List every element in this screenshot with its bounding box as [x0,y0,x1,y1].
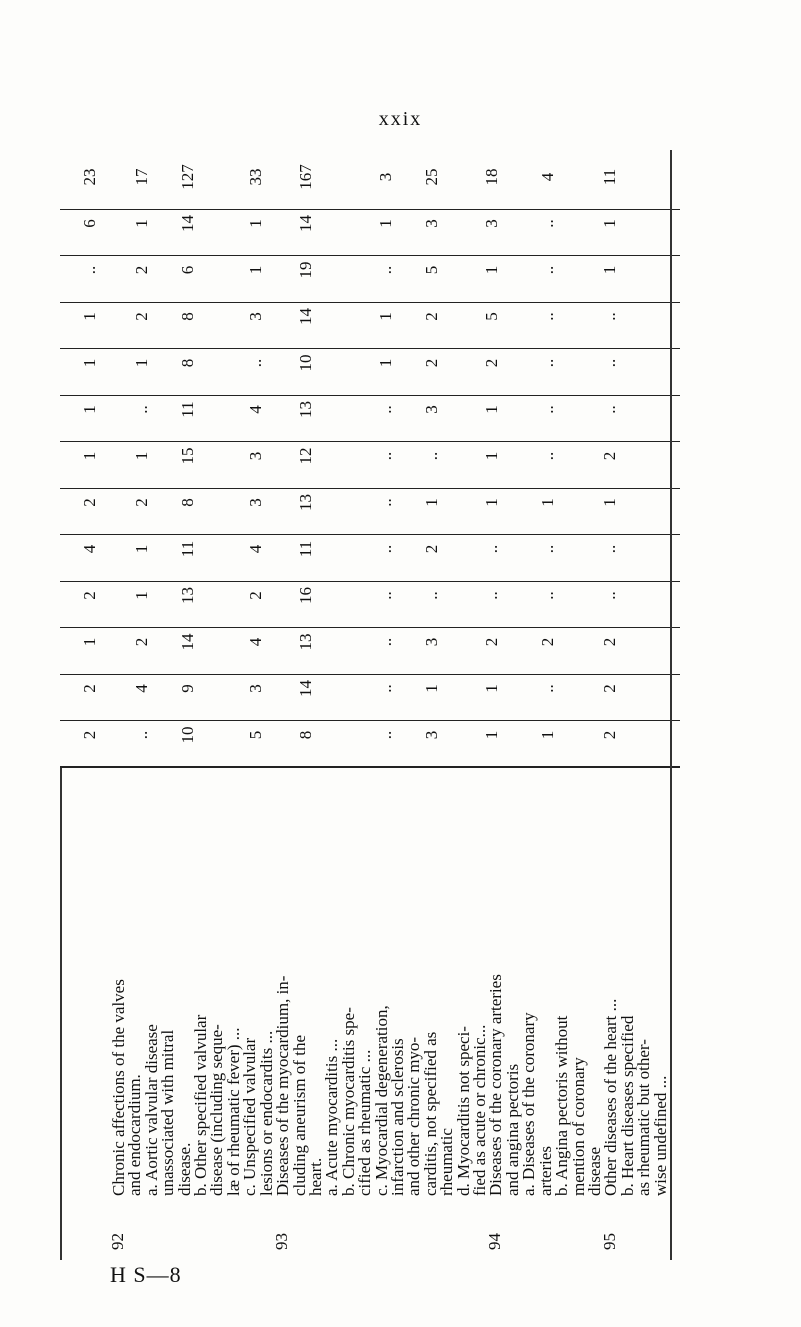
table-cell: 1 [80,451,99,461]
table-cell: 1 [600,498,619,507]
table-cell: 3 [246,451,265,461]
table-cell: 2 [482,358,501,368]
section-code: 95 [600,1233,620,1250]
table-cell: 13 [296,494,315,511]
band-divider [60,395,680,396]
row-label: c. Unspecified valvular [240,1037,260,1196]
table-cell: 1 [538,498,557,507]
table-cell: 2 [132,265,151,275]
table-cell: 2 [246,591,265,600]
table-cell: .. [376,730,395,740]
table-cell: 2 [80,730,99,740]
table-cell: 33 [246,168,265,186]
table-cell: 2 [132,637,151,647]
table-edge [670,150,672,1260]
table-cell: .. [376,591,395,600]
table-cell: .. [132,405,151,414]
table-cell: 3 [246,498,265,507]
row-label: a. Aortic valvular disease [141,1024,161,1196]
rotated-statistics-table [60,150,680,1260]
row-label: b. Other specified valvular [191,1014,211,1196]
row-label: a. Diseases of the coronary [519,1012,539,1196]
table-cell: .. [538,591,557,600]
row-label: d. Myocarditis not speci- [453,1026,473,1196]
table-cell: .. [376,684,395,693]
table-cell: 14 [178,633,197,651]
table-cell: 3 [422,730,441,740]
row-label: b. Heart diseases specified [617,1015,637,1196]
table-cell: 2 [482,637,501,647]
table-cell: 1 [538,730,557,740]
table-cell: .. [538,358,557,368]
band-divider [60,581,680,582]
table-cell: 2 [80,498,99,507]
table-cell: .. [376,544,395,554]
table-cell: 2 [132,312,151,321]
table-cell: 1 [80,405,99,414]
table-cell: 1 [376,312,395,321]
table-cell: 1 [482,684,501,693]
row-label: lesions or endocardits ... [256,1030,276,1196]
table-cell: 2 [80,591,99,600]
row-label: disease [584,1146,604,1196]
table-cell: 1 [422,498,441,507]
table-cell: .. [376,451,395,461]
table-cell: 1 [482,405,501,414]
table-cell: .. [80,265,99,275]
row-label: Diseases of the coronary arteries [486,974,506,1196]
band-divider [60,488,680,489]
table-cell: 1 [482,265,501,275]
row-label: Other diseases of the heart ... [601,998,621,1196]
table-cell: .. [538,405,557,414]
table-cell: .. [422,591,441,600]
row-label: and endocardium. [125,1074,145,1196]
table-cell: .. [422,451,441,461]
table-cell: 2 [422,312,441,321]
table-cell: 4 [132,684,151,693]
band-divider [60,349,680,350]
table-cell: .. [538,544,557,554]
band-divider [60,442,680,443]
row-label: b. Chronic myocarditis spe- [338,1007,358,1196]
page-number: xxix [378,108,423,130]
table-cell: 3 [422,219,441,228]
table-cell: 1 [132,591,151,600]
table-cell: .. [246,358,265,368]
table-cell: 14 [296,308,315,325]
table-cell: 1 [80,312,99,321]
table-cell: 2 [600,730,619,740]
band-divider [60,302,680,303]
table-cell: 1 [246,265,265,275]
table-cell: 1 [132,544,151,554]
table-cell: 10 [178,726,197,744]
table-cell: 1 [80,637,99,647]
table-cell: 4 [246,637,265,647]
table-cell: .. [132,730,151,740]
table-cell: 1 [132,451,151,461]
table-cell: 8 [296,730,315,740]
table-cell: 3 [422,637,441,647]
table-cell: 2 [538,637,557,647]
table-cell: 4 [246,405,265,414]
row-label: a. Acute myocarditis ... [322,1038,342,1196]
table-cell: 11 [178,401,197,418]
table-cell: 1 [132,358,151,368]
table-cell: 2 [600,637,619,647]
row-label: Diseases of the myocardium, in- [273,975,293,1196]
row-label: Chronic affections of the valves [109,979,128,1196]
table-cell: 19 [296,261,315,279]
table-cell: 1 [600,219,619,228]
table-cell: .. [600,312,619,321]
table-cell: 15 [178,447,197,465]
table-edge-left [60,768,62,1260]
table-cell: 1 [246,219,265,228]
table-cell: 1 [376,358,395,368]
table-cell: 14 [296,215,315,232]
table-cell: 2 [422,544,441,554]
row-label: carditis, not specified as [420,1031,440,1196]
row-label: disease (including seque- [207,1024,227,1196]
table-cell: 5 [482,312,501,321]
section-code: 94 [485,1233,505,1250]
table-cell: 2 [600,451,619,461]
row-label: heart. [305,1157,325,1196]
row-label: and angina pectoris [502,1063,522,1196]
table-cell: 2 [422,358,441,368]
table-cell: 1 [132,219,151,228]
band-divider [60,628,680,629]
table-cell: .. [538,451,557,461]
table-cell: 2 [600,684,619,693]
table-cell: 167 [296,164,315,190]
table-cell: 3 [482,219,501,228]
table-cell: .. [376,498,395,507]
table-cell: .. [538,219,557,228]
band-divider [60,721,680,722]
band-divider [60,256,680,257]
table-cell: 12 [296,447,315,465]
row-label: rheumatic [437,1128,457,1196]
table-cell: 4 [80,544,99,554]
section-code: 93 [272,1233,292,1250]
row-label: fied as acute or chronic... [470,1024,490,1196]
table-cell: 18 [482,168,501,186]
row-label: arteries [535,1145,555,1196]
section-code: 92 [108,1233,127,1250]
table-cell: 5 [422,265,441,275]
table-cell: 1 [482,498,501,507]
table-cell: 3 [422,405,441,414]
table-cell: .. [376,637,395,647]
table-cell: 1 [482,451,501,461]
table-cell: .. [482,544,501,554]
table-cell: 8 [178,498,197,507]
row-label: wise undefined ... [650,1075,670,1196]
table-cell: 14 [178,215,197,232]
table-cell: 14 [296,680,315,697]
row-label: infarction and sclerosis [388,1038,407,1196]
table-cell: .. [538,265,557,275]
row-label: b. Angina pectoris without [552,1015,572,1196]
band-divider [60,209,680,210]
table-cell: 25 [422,168,441,186]
table-cell: 6 [80,219,99,228]
table-cell: 5 [246,730,265,740]
row-label: disease. [174,1142,194,1196]
table-cell: .. [600,591,619,600]
table-cell: 23 [80,168,99,186]
table-cell: 1 [80,358,99,368]
row-label: as rheumatic but other- [634,1039,654,1196]
table-cell: 1 [422,684,441,693]
table-cell: 8 [178,358,197,368]
table-cell: 10 [296,354,315,372]
table-cell: 2 [80,684,99,693]
row-label: c. Myocardial degeneration, [371,1005,391,1196]
table-cell: 2 [132,498,151,507]
table-cell: 127 [178,164,197,190]
table-cell: .. [482,591,501,600]
table-cell: .. [600,405,619,414]
band-divider [60,535,680,536]
table-cell: .. [600,358,619,368]
signature-mark: H S—8 [110,1262,182,1287]
table-cell: 13 [296,633,315,651]
table-cell: .. [376,405,395,414]
table-cell: 8 [178,312,197,321]
table-cell: 3 [246,312,265,321]
table-cell: .. [538,684,557,693]
band-divider [60,674,680,675]
table-cell: 4 [538,172,557,182]
table-cell: 16 [296,587,315,604]
table-cell: 11 [178,540,197,558]
table-cell: .. [376,265,395,275]
table-cell: 17 [132,168,151,186]
row-label: and other chronic myo- [404,1036,424,1196]
table-cell: 4 [246,544,265,554]
row-label: cluding aneurism of the [289,1035,309,1196]
table-cell: 3 [246,684,265,693]
table-cell: 1 [600,265,619,275]
row-label: cified as rheumatic ... [355,1049,375,1196]
table-cell: 11 [600,168,619,186]
row-label: unassociated with mitral [158,1029,178,1196]
table-cell: 13 [296,401,315,418]
table-cell: 3 [376,172,395,182]
table-cell: .. [538,312,557,321]
table-cell: 1 [376,219,395,228]
table-cell: 11 [296,540,315,558]
table-cell: 9 [178,684,197,693]
table-cell: 6 [178,265,197,275]
row-label: læ of rheumatic fever) ... [223,1027,243,1196]
table-cell: .. [600,544,619,554]
label-boundary [60,766,680,768]
table-cell: 13 [178,587,197,604]
row-label: mention of coronary [568,1057,588,1196]
table-cell: 1 [482,730,501,740]
